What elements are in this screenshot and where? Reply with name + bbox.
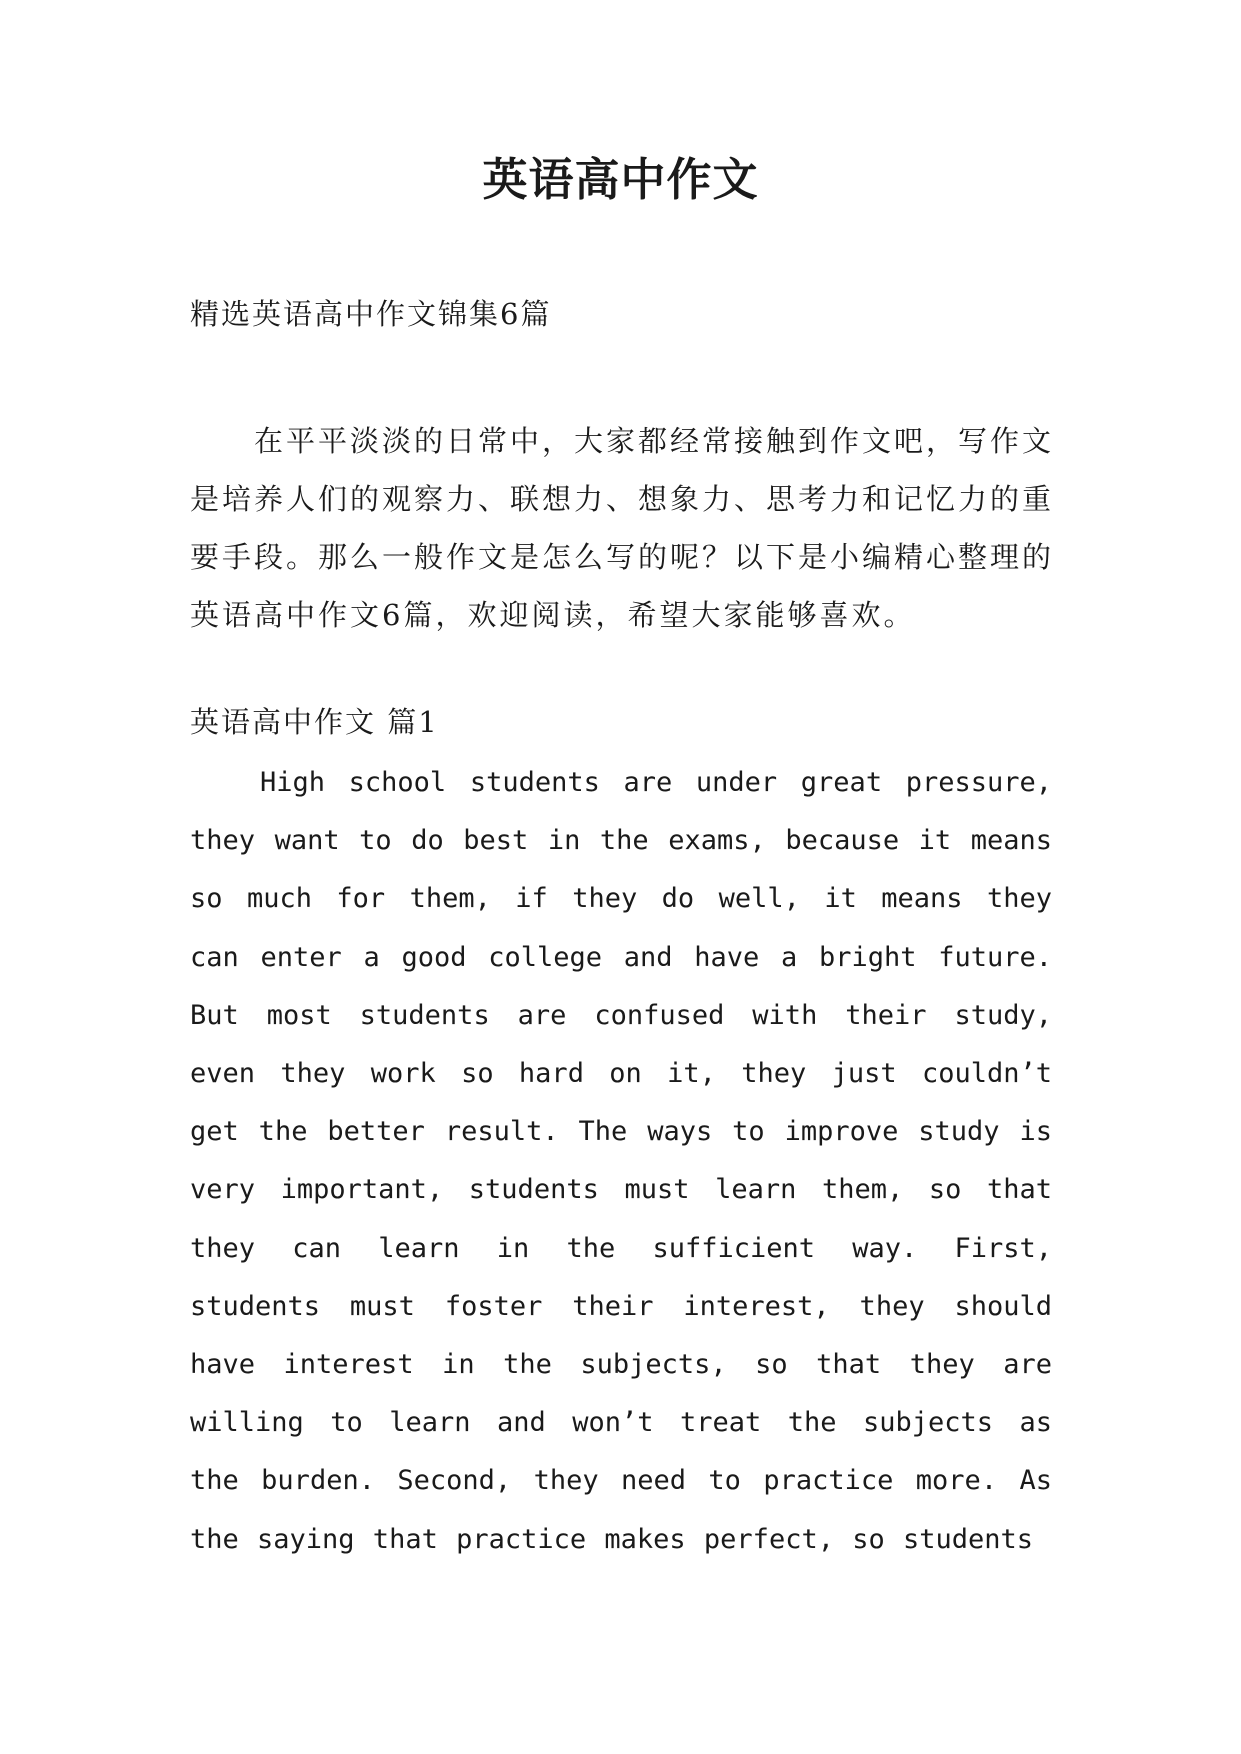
document-subtitle: 精选英语高中作文锦集6篇	[190, 297, 552, 331]
essay-paragraph: High school students are under great pressure, they want to do best in the exams, because it means so much for them, if they do well, it means they can enter a good college and have a bright future. But most students are confused with their study, even they work so hard on it, they just couldn’t get the better result. The ways to improve study is very important, students must learn them, so that they can learn in the sufficient way. First, students must foster their interest, they should have interest in the subjects, so that they are willing to learn and won’t treat the subjects as the burden. Second, they need to practice more. As the saying that practice makes perfect, so students	[190, 767, 1052, 1555]
document-title: 英语高中作文	[482, 153, 759, 206]
section-heading: 英语高中作文 篇1	[190, 705, 439, 739]
intro-paragraph: 在平平淡淡的日常中，大家都经常接触到作文吧，写作文是培养人们的观察力、联想力、想象力、思考力和记忆力的重要手段。那么一般作文是怎么写的呢？以下是小编精心整理的英语高中作文6篇，欢迎阅读，希望大家能够喜欢。	[190, 424, 1055, 632]
